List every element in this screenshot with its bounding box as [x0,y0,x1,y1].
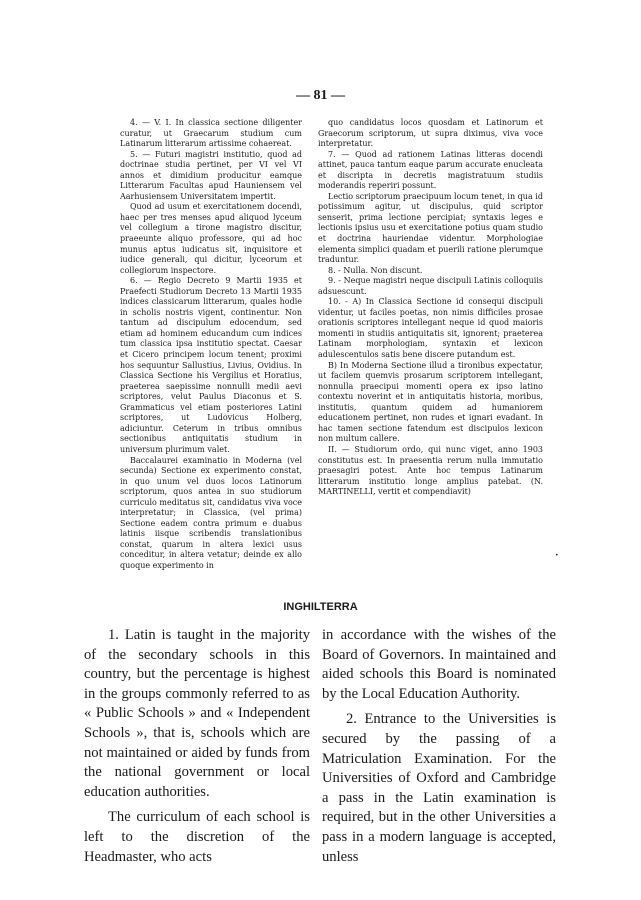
paragraph: 5. — Futuri magistri institutio, quod ad doctrinae studia pertinet, per VI vel VI annos et dimidium producitur eamque Litterarum Facultas apud Hauniensem vel Aarhusiensem Universitatem impertit. [120,149,302,201]
section-heading: INGHILTERRA [283,601,358,613]
paragraph: Baccalaurei examinatio in Moderna (vel secunda) Sectione ex experimento constat, in quo unum vel duos locos Latinorum scriptorum, quos antea in suo studiorum curriculo meditatus sit, candidatus viva voce interpretatur; in Classica, (vel prima) Sectione eadem contra primum e duabus latinis iisque scribendis translationibus constat, quarum in altera lexici usus conceditur, in altera vetatur; deinde ex allo quoque experimento in [120,455,302,570]
paragraph: 6. — Regio Decreto 9 Martii 1935 et Praefecti Studiorum Decreto 13 Martii 1935 indices classicarum litterarum, quales hodie in scholis nostris vigent, continentur. Non tantum ad discipulum edocendum, sed etiam ad hominem educandum cum indices tum classica ipsa institutio spectat. Caesar et Cicero principem locum tenent; proximi hos sequuntur Sallustius, Livius, Ovidius. In Classica Sectione his Vergilius et Horatius, praeterea saepissime nonnulli medii aevi scriptores, velut Paulus Diaconus et S. Grammaticus vel etiam posteriores Latini scriptores, ut Ludovicus Holberg, adiciuntur. Ceterum in tribus omnibus sectionibus antiquitatis studium in universum plurimum valet. [120,276,302,454]
english-right-column [322,626,556,867]
paragraph: Lectio scriptorum praecipuum locum tenet, in qua id potissimum agitur, ut discipulus, quid scriptor senserit, prima lectione percipiat; syntaxis leges e lectionis ipsius usu et exercitatione potius quam studio et doctrina hauriendae videntur. Morphologiae elementa simplici quadam et puerili ratione plerumque traduntur. [318,191,543,265]
italian-left-column [120,118,302,572]
paragraph: Quod ad usum et exercitationem docendi, haec per tres menses apud aliquod lyceum vel collegium a tirone magistro discitur, praeeunte aliquo professore, qui ad hoc munus aptus iudicatus sit, inquisitore et iudice generali, qui dicitur, lyceorum et collegiorum inspectore. [120,202,302,275]
paragraph: 2. Entrance to the Universities is secured by the passing of a Matriculation Examination. For the Universities of Oxford and Cambridge a pass in the Latin examination is required, but in the other Universities a pass in a modern language is accepted, unless [322,711,556,865]
margin-dot: • [555,552,559,559]
paragraph: The curriculum of each school is left to the discretion of the Headmaster, who acts [84,809,310,865]
paragraph: 10. - A) In Classica Sectione id consequi discipuli videntur, ut faciles poetas, non nimis difficiles prosae orationis scriptores intellegant neque id quod maioris momenti in studiis antiquitatis sit, ignorent; praeterea Latinam morphologiam, syntaxin et lexicon adulescentulos satis bene discere putandum est. [318,297,543,360]
page-number: — 81 — [296,88,345,103]
paragraph: 7. — Quod ad rationem Latinas litteras docendi attinet, pauca tantum eaque parum accurate enucleata et discripta in decretis magistratuum studiis moderandis reperiri possunt. [318,149,543,191]
paragraph: 8. - Nulla. Non discunt. [328,265,423,275]
paragraph: 1. Latin is taught in the majority of the secondary schools in this country, but the percentage is highest in the groups commonly referred to as « Public Schools » and « Independent Schools », that is, schools which are not maintained or aided by funds from the national government or local education authorities. [84,627,310,800]
english-left-column [84,626,310,867]
paragraph: quo candidatus locos quosdam et Latinorum et Graecorum scriptorum, ut supra diximus, viva voce interpretatur. [318,118,543,149]
paragraph: 9. - Neque magistri neque discipuli Latinis colloquiis adsuescunt. [318,276,543,296]
italian-right-column [318,118,543,498]
paragraph: 4. — V. I. In classica sectione diligenter curatur, ut Graecarum studium cum Latinarum litterarum artissime cohaereat. [120,118,302,149]
paragraph: B) In Moderna Sectione illud a tironibus expectatur, ut facilem quemvis prosarum scriptorem intellegant, nonnulla praecipui momenti opera ex ipso latino contextu noverint et in antiquitatis historia, moribus, institutis, quantum quidem ad humaniorem educationem pertinet, non rudes et ignari evadant. In hac tamen sectione fatendum est discipulos lexicon non multum callere. [318,360,543,444]
paragraph: II. — Studiorum ordo, qui nunc viget, anno 1903 constitutus est. In praesentia rerum nulla immutatio praesagiri potest. Ante hoc tempus Latinarum litterarum institutio longe amplius patebat. (N. MARTINELLI, vertit et compendiavit) [318,444,543,497]
paragraph: in accordance with the wishes of the Board of Governors. In maintained and aided schools this Board is nominated by the Local Education Authority. [322,627,556,702]
